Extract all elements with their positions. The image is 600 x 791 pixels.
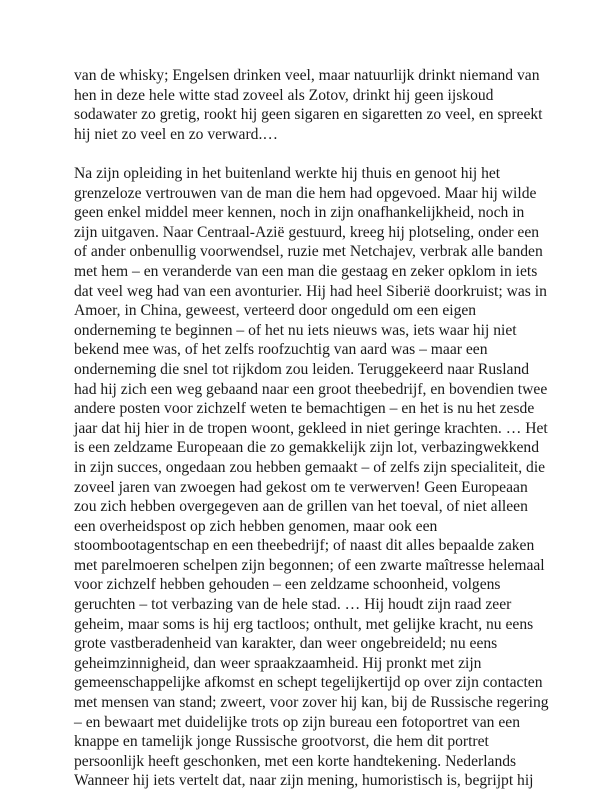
text-line: geen enkel middel meer kennen, noch in zijn onafhankelijkheid, noch in	[74, 204, 525, 222]
text-line: had hij zich een weg gebaand naar een groot theebedrijf, en bovendien twee	[74, 380, 548, 398]
text-line: Amoer, in China, geweest, verteerd door ongeduld om een eigen	[74, 302, 477, 320]
text-line: met hem – en veranderde van een man die gestaag en zeker opklom in iets	[74, 262, 538, 280]
text-line: met mensen van stand; zweert, voor zover hij kan, bij de Russische regering	[74, 694, 549, 712]
text-line: grote vastberadenheid van karakter, dan weer ongebreideld; nu eens	[74, 635, 498, 653]
paragraph-1	[74, 66, 543, 144]
text-line: onderneming die snel tot rijkdom zou leiden. Teruggekeerd naar Rusland	[74, 360, 530, 378]
text-line: zijn uitgaven. Naar Centraal-Azië gestuurd, kreeg hij plotseling, onder een	[74, 223, 540, 241]
text-line: zou zich hebben overgegeven aan de grillen van het toeval, of niet alleen	[74, 498, 528, 516]
text-line: onderneming te beginnen – of het nu iets nieuws was, iets waar hij niet	[74, 321, 517, 339]
text-line: sodawater zo gretig, rookt hij geen sigaren en sigaretten zo veel, en spreekt	[74, 106, 543, 124]
text-line: geruchten – tot verbazing van de hele stad. … Hij houdt zijn raad zeer	[74, 596, 512, 614]
text-line: grenzeloze vertrouwen van de man die hem had opgevoed. Maar hij wilde	[74, 184, 537, 202]
text-line: andere posten voor zichzelf weten te bemachtigen – en het is nu het zesde	[74, 400, 535, 418]
text-line: van de whisky; Engelsen drinken veel, maar natuurlijk drinkt niemand van	[74, 67, 540, 84]
text-line: Wanneer hij iets vertelt dat, naar zijn mening, humoristisch is, begrijpt hij	[74, 772, 534, 790]
text-line: knappe en tamelijk jonge Russische grootvorst, die hem dit portret	[74, 733, 489, 751]
text-line: bekend mee was, of het zelfs roofzuchtig van aard was – maar een	[74, 341, 488, 359]
text-line: – en bewaart met duidelijke trots op zijn bureau een fotoportret van een	[74, 713, 520, 731]
text-line: geheimzinnigheid, dan weer spraakzaamheid. Hij pronkt met zijn	[74, 654, 482, 672]
text-line: hij niet zo veel en zo verward.…	[74, 125, 278, 143]
text-line: stoombootagentschap en een theebedrijf; of naast dit alles bepaalde zaken	[74, 537, 535, 555]
text-line: geheim, maar soms is hij erg tactloos; onthult, met gelijke kracht, nu eens	[74, 615, 534, 633]
text-line: Na zijn opleiding in het buitenland werkte hij thuis en genoot hij het	[74, 165, 501, 182]
text-line: of ander onbenullig voorwendsel, ruzie met Netchajev, verbrak alle banden	[74, 243, 543, 261]
text-line: in zijn succes, ongedaan zou hebben gemaakt – of zelfs zijn specialiteit, die	[74, 458, 546, 476]
text-line: met parelmoeren schelpen zijn begonnen; of een zwarte maîtresse helemaal	[74, 556, 545, 574]
text-line: hen in deze hele witte stad zoveel als Zotov, drinkt hij geen ijskoud	[74, 86, 494, 104]
text-line: een overheidspost op zich hebben genomen, maar ook een	[74, 517, 438, 535]
text-line: dat veel weg had van een avonturier. Hij had heel Siberië doorkruist; was in	[74, 282, 547, 300]
text-line: voor zichzelf hebben gehouden – een zeldzame schoonheid, volgens	[74, 576, 501, 594]
text-line: persoonlijk heeft geschonken, met een korte handtekening. Nederlands	[74, 752, 517, 770]
text-line: zoveel jaren van zwoegen had gekost om te verwerven! Geen Europeaan	[74, 478, 528, 496]
text-line: jaar dat hij hier in de tropen woont, gekleed in niet geringe krachten. … Het	[74, 419, 548, 437]
text-line: is een zeldzame Europeaan die zo gemakkelijk zijn lot, verbazingwekkend	[74, 439, 540, 457]
text-line: gemeenschappelijke afkomst en schept tegelijkertijd op over zijn contacten	[74, 674, 543, 692]
paragraph-2	[74, 164, 549, 791]
